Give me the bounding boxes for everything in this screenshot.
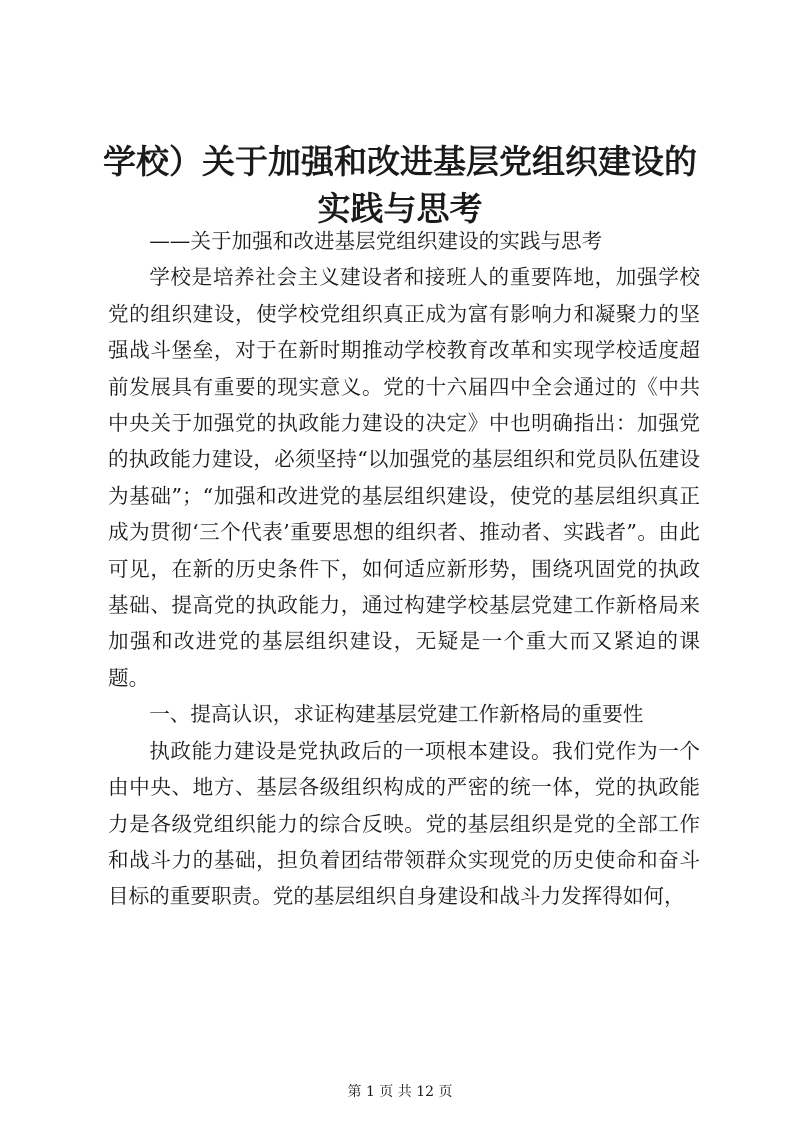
document-body	[108, 223, 700, 915]
page-footer: 第 1 页 共 12 页	[347, 1084, 453, 1100]
body-paragraph: 执政能力建设是党执政后的一项根本建设。我们党作为一个由中央、地方、基层各级组织构成的严密的统一体，党的执政能力是各级党组织能力的综合反映。党的基层组织是党的全部工作和战斗力的基础，担负着团结带领群众实现党的历史使命和奋斗目标的重要职责。党的基层组织自身建设和战斗力发挥得如何，	[108, 738, 700, 909]
section-heading: 一、提高认识，求证构建基层党建工作新格局的重要性	[149, 702, 644, 727]
intro-paragraph: 学校是培养社会主义建设者和接班人的重要阵地，加强学校党的组织建设，使学校党组织真正成为富有影响力和凝聚力的坚强战斗堡垒，对于在新时期推动学校教育改革和实现学校适度超前发展具有重要的现实意义。党的十六届四中全会通过的《中共中央关于加强党的执政能力建设的决定》中也明确指出：加强党的执政能力建设，必须坚持“以加强党的基层组织和党员队伍建设为基础”；“加强和改进党的基层组织建设，使党的基层组织真正成为贯彻‘三个代表’重要思想的组织者、推动者、实践者”。由此可见，在新的历史条件下，如何适应新形势，围绕巩固党的执政基础、提高党的执政能力，通过构建学校基层党建工作新格局来加强和改进党的基层组织建设，无疑是一个重大而又紧迫的课题。	[108, 265, 700, 690]
document-title: 学校）关于加强和改进基层党组织建设的实践与思考	[103, 142, 697, 228]
subtitle-paragraph: ——关于加强和改进基层党组织建设的实践与思考	[149, 229, 603, 253]
